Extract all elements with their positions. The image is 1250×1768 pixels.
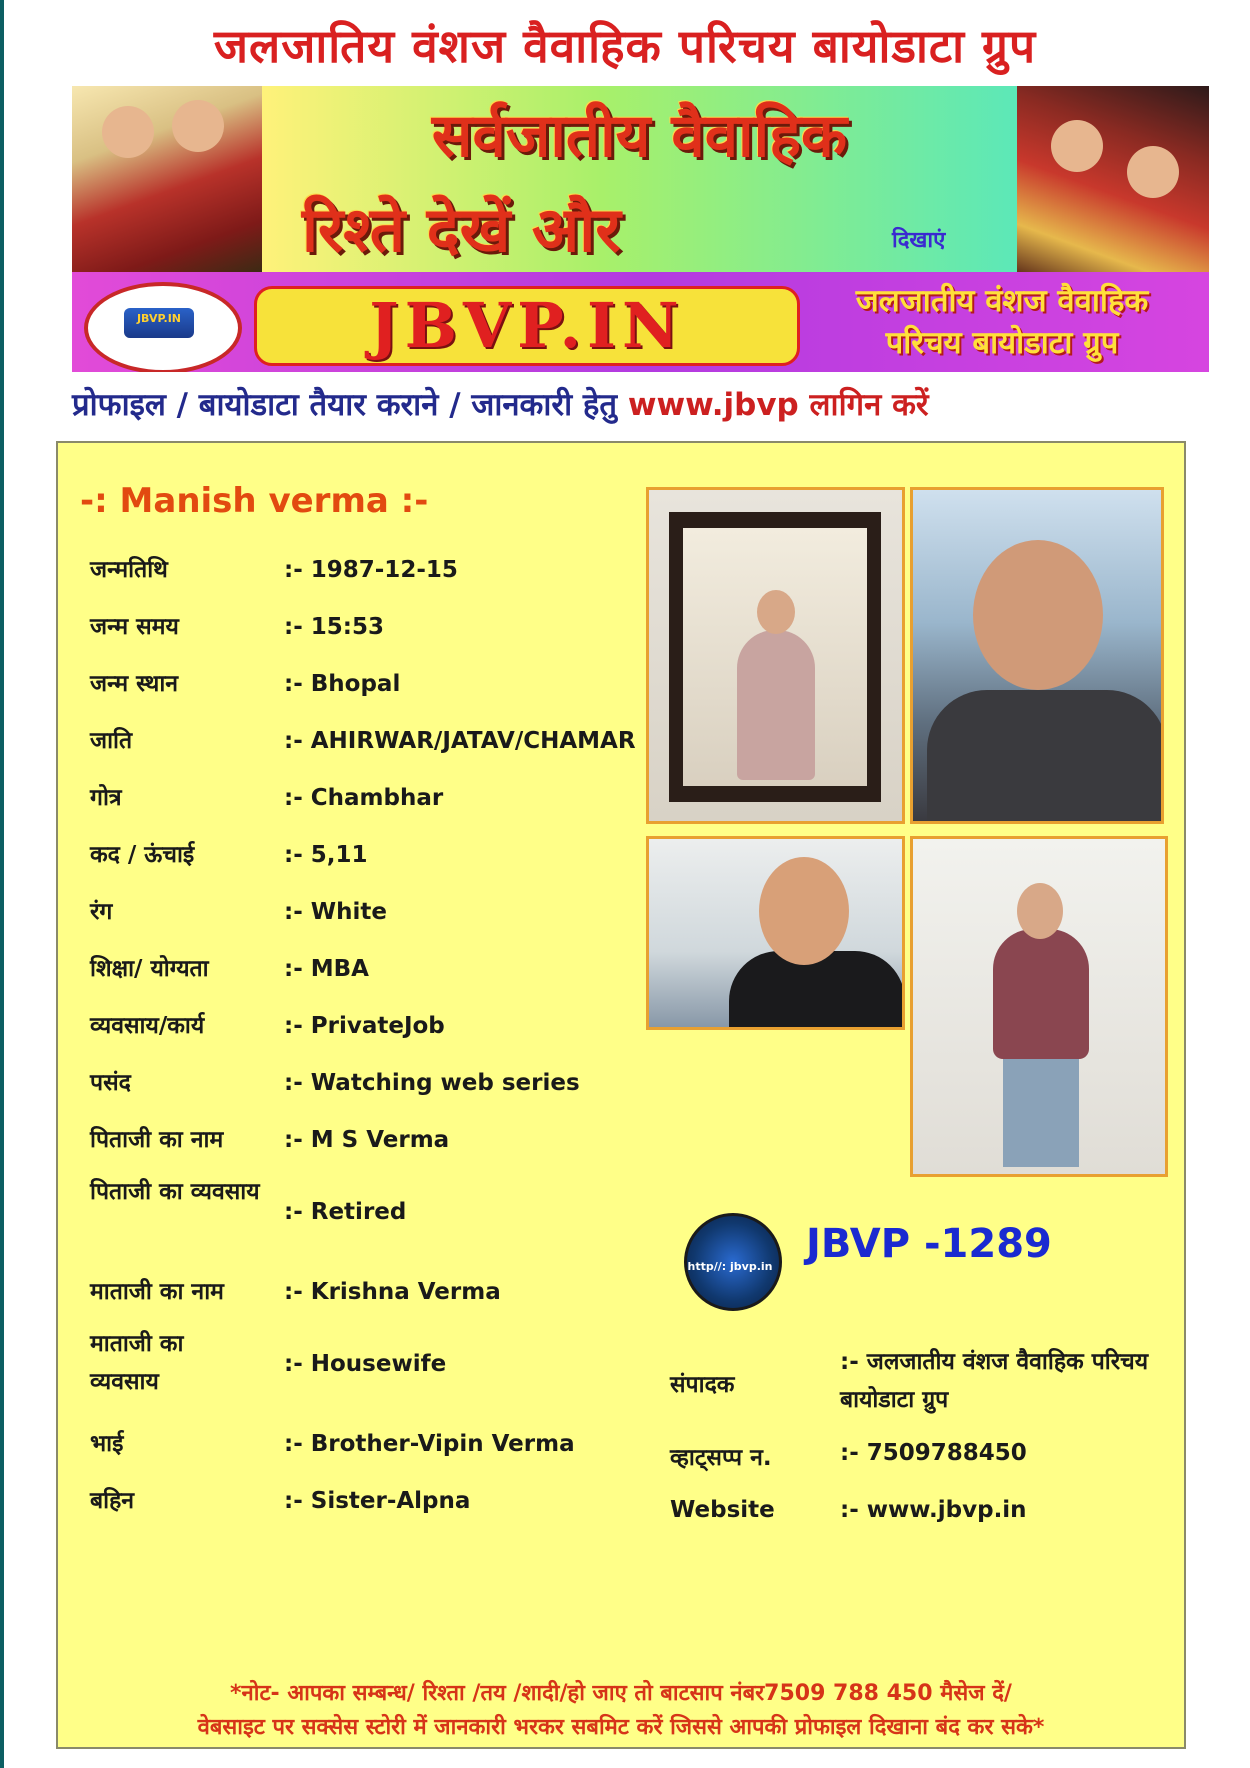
person-head: [1017, 883, 1063, 939]
website-value[interactable]: :- www.jbvp.in: [840, 1497, 1027, 1523]
field-label: शिक्षा/ योग्यता: [90, 956, 209, 982]
field-value: :- Krishna Verma: [284, 1279, 501, 1305]
editor-value: :- जलजातीय वंशज वैवाहिक परिचय बायोडाटा ग्रुप: [840, 1349, 1149, 1413]
person-figure: [737, 630, 815, 780]
jbvp-logo: [84, 282, 242, 372]
field-value: :- 15:53: [284, 614, 384, 640]
field-label: भाई: [90, 1431, 124, 1457]
couple-photo-right: [1017, 86, 1209, 276]
field-label: जन्म समय: [90, 614, 179, 640]
banner-line-2-suffix: दिखाएं: [892, 228, 946, 253]
person-face: [759, 857, 849, 965]
person-face: [973, 540, 1103, 690]
field-label: जाति: [90, 728, 133, 754]
field-value: :- MBA: [284, 956, 369, 982]
field-value: :- White: [284, 899, 387, 925]
tagline-text: प्रोफाइल / बायोडाटा तैयार कराने / जानकारी हेतु: [72, 387, 628, 423]
bride-face: [102, 106, 154, 158]
field-value: :- 5,11: [284, 842, 368, 868]
person-head: [757, 590, 795, 634]
field-value: :- Sister-Alpna: [284, 1488, 471, 1514]
field-value: :- Watching web series: [284, 1070, 580, 1096]
profile-photo-3[interactable]: [646, 836, 905, 1030]
profile-photo-1[interactable]: [646, 487, 905, 824]
page-title: जलजातिय वंशज वैवाहिक परिचय बायोडाटा ग्रुप: [213, 19, 1037, 73]
couple-photo-left: [72, 86, 262, 272]
field-value: :- Brother-Vipin Verma: [284, 1431, 575, 1457]
banner-main: [262, 86, 1017, 272]
banner-group-name: [802, 280, 1202, 364]
banner-line-2: रिश्ते देखें और: [302, 193, 621, 266]
groom-face: [1051, 120, 1103, 172]
bride-face: [1127, 146, 1179, 198]
profile-photo-2[interactable]: [910, 487, 1164, 824]
website-label: Website: [670, 1497, 775, 1523]
field-value: :- Chambhar: [284, 785, 444, 811]
person-legs: [1003, 1057, 1079, 1167]
footer-note: [58, 1677, 1184, 1745]
note-line-1: *नोट- आपका सम्बन्ध/ रिश्ता /तय /शादी/हो जाए तो बाटसाप नंबर7509 788 450 मैसेज दें/: [230, 1681, 1012, 1706]
field-value: :- Bhopal: [284, 671, 401, 697]
field-value: :- PrivateJob: [284, 1013, 445, 1039]
brand-wordmark: JBVP.IN: [254, 286, 800, 366]
person-body: [927, 690, 1164, 824]
field-label: पिताजी का नाम: [90, 1127, 224, 1153]
field-label: माताजी का व्यवसाय: [90, 1331, 184, 1395]
field-label: गोत्र: [90, 785, 122, 811]
field-label: पसंद: [90, 1070, 131, 1096]
logo-text: JBVP.IN: [136, 312, 182, 325]
field-label: माताजी का नाम: [90, 1279, 224, 1305]
field-label: पिताजी का व्यवसाय: [90, 1179, 260, 1205]
groom-face: [172, 100, 224, 152]
profile-name: -: Manish verma :-: [80, 481, 429, 521]
tagline: [72, 383, 1222, 425]
field-label: व्यवसाय/कार्य: [90, 1013, 205, 1039]
group-name-line-1: जलजातीय वंशज वैवाहिक: [855, 283, 1149, 319]
field-label: बहिन: [90, 1488, 135, 1514]
left-edge-bar: [0, 0, 4, 1768]
person-body: [729, 951, 905, 1030]
person-torso: [993, 929, 1089, 1059]
note-line-2: वेबसाइट पर सक्सेस स्टोरी में जानकारी भरकर सबमिट करें जिससे आपकी प्रोफाइल दिखाना बंद कर सके*: [197, 1715, 1045, 1740]
profile-photo-4[interactable]: [910, 836, 1168, 1177]
biodata-card: [56, 441, 1186, 1749]
tagline-url[interactable]: www.jbvp लागिन करें: [627, 387, 929, 423]
field-value: :- M S Verma: [284, 1127, 450, 1153]
banner-line-1: सर्वजातीय वैवाहिक: [431, 101, 848, 171]
field-label: जन्म स्थान: [90, 671, 179, 697]
field-label: कद / ऊंचाई: [90, 842, 195, 868]
header-banner: [72, 86, 1209, 372]
seal-url: http//: jbvp.in: [687, 1260, 773, 1273]
group-name-line-2: परिचय बायोडाटा ग्रुप: [885, 325, 1119, 361]
editor-label: संपादक: [670, 1372, 735, 1398]
field-label: जन्मतिथि: [90, 557, 168, 583]
field-value: :- Housewife: [284, 1351, 447, 1377]
profile-id: JBVP -1289: [806, 1221, 1052, 1267]
field-label: रंग: [90, 899, 113, 925]
whatsapp-label: व्हाट्सप्प न.: [670, 1445, 772, 1471]
field-value: :- Retired: [284, 1199, 407, 1225]
banner-brand-strip: [72, 272, 1209, 372]
field-value: :- AHIRWAR/JATAV/CHAMAR: [284, 728, 636, 754]
whatsapp-value[interactable]: :- 7509788450: [840, 1440, 1027, 1466]
field-value: :- 1987-12-15: [284, 557, 458, 583]
